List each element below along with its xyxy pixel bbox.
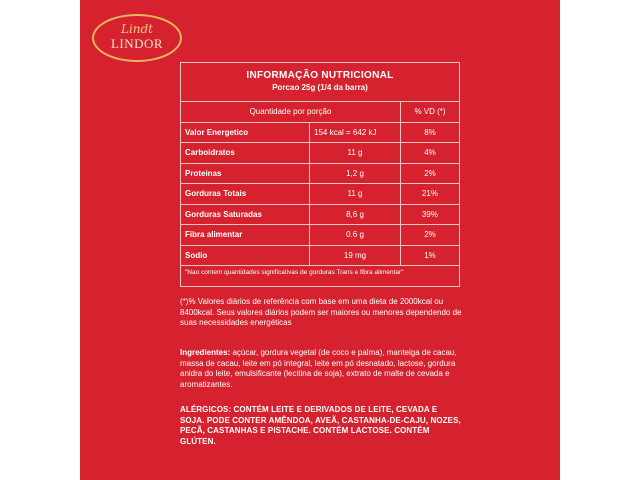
nutrient-vd: 1% xyxy=(401,245,460,266)
nutrient-amount: 8,6 g xyxy=(310,204,401,225)
nutrition-row xyxy=(181,143,459,164)
header-vd: % VD (*) xyxy=(401,102,460,123)
nutrient-amount: 1,2 g xyxy=(310,163,401,184)
nutrient-vd: 21% xyxy=(401,184,460,205)
nutrition-portion: Porcao 25g (1/4 da barra) xyxy=(272,83,368,92)
nutrition-table xyxy=(181,101,459,266)
lindt-lindor-logo xyxy=(92,14,182,62)
nutrient-name: Sodio xyxy=(181,245,310,266)
nutrition-row xyxy=(181,122,459,143)
nutrient-vd: 2% xyxy=(401,225,460,246)
nutrient-name: Gorduras Totais xyxy=(181,184,310,205)
nutrition-row xyxy=(181,204,459,225)
nutrition-facts-box xyxy=(180,62,460,287)
nutrient-name: Gorduras Saturadas xyxy=(181,204,310,225)
nutrient-name: Fibra alimentar xyxy=(181,225,310,246)
nutrient-name: Proteinas xyxy=(181,163,310,184)
logo-script-text: Lindt xyxy=(120,22,154,36)
ingredients-paragraph xyxy=(180,348,462,390)
logo-wordmark: LINDOR xyxy=(110,36,164,51)
nutrition-row xyxy=(181,245,459,266)
nutrition-row xyxy=(181,225,459,246)
nutrient-vd: 39% xyxy=(401,204,460,225)
nutrient-vd: 4% xyxy=(401,143,460,164)
nutrient-vd: 8% xyxy=(401,122,460,143)
header-quantity: Quantidade por porção xyxy=(181,102,401,123)
nutrient-vd: 2% xyxy=(401,163,460,184)
nutrition-title: INFORMAÇÃO NUTRICIONAL xyxy=(246,70,394,81)
daily-value-note: (*)% Valores diários de referência com base em uma dieta de 2000kcal ou 8400kcal. Seus valores diários podem ser maiores ou menores dependendo de suas necessidades energéticas xyxy=(180,297,462,328)
allergens-warning: ALÉRGICOS: CONTÉM LEITE E DERIVADOS DE LEITE, CEVADA E SOJA. PODE CONTER AMÊNDOA, AVEÃ, CASTANHA-DE-CAJU, NOZES, PECÃ, CASTANHAS E PISTACHE. CONTÉM LACTOSE. CONTÉM GLÚTEN. xyxy=(180,405,461,446)
nutrition-row xyxy=(181,163,459,184)
nutrition-header-row xyxy=(181,102,459,123)
nutrition-row xyxy=(181,184,459,205)
nutrient-amount: 11 g xyxy=(310,143,401,164)
nutrient-amount: 154 kcal = 642 kJ xyxy=(310,122,401,143)
ingredients-text: açúcar, gordura vegetal (de coco e palma), manteiga de cacau, massa de cacau, leite em pó integral, leite em pó desnatado, lactose, gordura anidra do leite, emulsificante (lecitina de soja), extrato de malte de cevada e aromatizantes. xyxy=(180,348,457,389)
nutrient-amount: 11 g xyxy=(310,184,401,205)
nutrient-amount: 19 mg xyxy=(310,245,401,266)
ingredients-label: Ingredientes: xyxy=(180,348,231,357)
nutrient-amount: 0.6 g xyxy=(310,225,401,246)
nutrient-name: Carboidratos xyxy=(181,143,310,164)
nutrient-name: Valor Energetico xyxy=(181,122,310,143)
trans-fat-footnote: "Nao contem quantidades significativas de gorduras Trans e fibra alimentar" xyxy=(185,269,404,276)
